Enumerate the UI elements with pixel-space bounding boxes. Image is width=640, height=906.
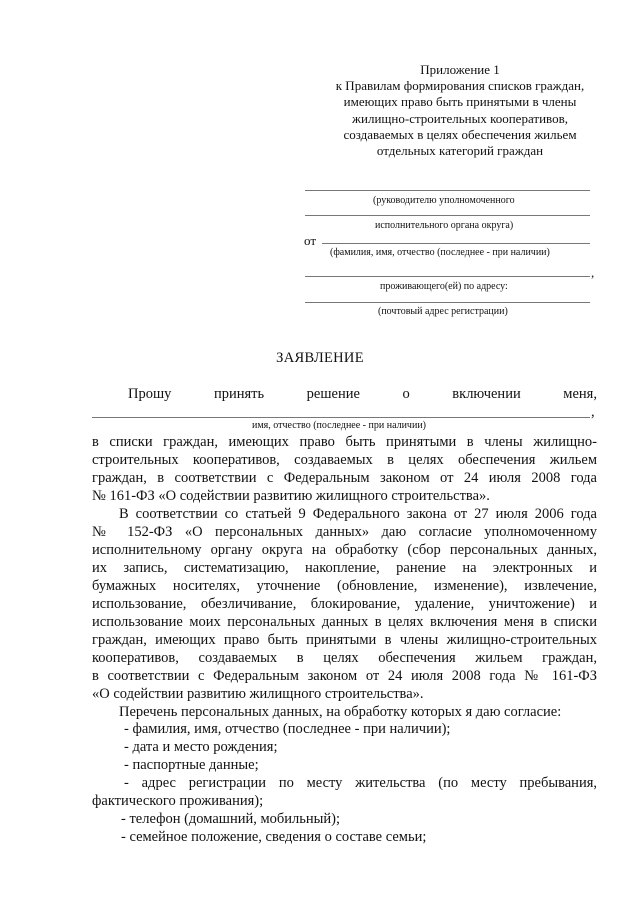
list-item: - паспортные данные;	[124, 757, 259, 773]
request-line	[128, 386, 597, 403]
request-word: решение	[306, 386, 360, 402]
list-item: - дата и место рождения;	[124, 739, 278, 755]
appendix-line: имеющих право быть принятыми в члены	[343, 94, 577, 110]
appendix-block	[300, 62, 620, 159]
p2-line: № 152-ФЗ «О персональных данных» даю согласие уполномоченному	[92, 524, 597, 540]
p2-line: бумажных носителях, уточнение (обновление, изменение), извлечение,	[92, 578, 597, 594]
request-word: Прошу	[128, 386, 172, 402]
p2-line: использование моих персональных данных в целях включения меня в списки	[92, 614, 597, 630]
fio-line	[305, 276, 590, 277]
name-line	[92, 417, 590, 418]
p2-line: кооперативов, создаваемых в целях обеспечения жильем граждан,	[92, 650, 597, 666]
name-comma: ,	[591, 404, 595, 420]
p1-line: граждан, в соответствии с Федеральным законом от 24 июля 2008 года	[92, 470, 597, 486]
address-line	[305, 302, 590, 303]
request-word: меня,	[563, 386, 597, 402]
p2-line: использование, обезличивание, блокирование, удаление, уничтожение) и	[92, 596, 597, 612]
list-item: - телефон (домашний, мобильный);	[121, 811, 341, 827]
list-item: - фамилия, имя, отчество (последнее - при наличии);	[124, 721, 451, 737]
request-word: о	[402, 386, 410, 402]
p2-line: В соответствии со статьей 9 Федерального закона от 27 июля 2006 года	[119, 506, 597, 522]
p2-line: их запись, систематизацию, накопление, ранение на электронных и	[92, 560, 597, 576]
addressee-line-2	[305, 215, 590, 216]
appendix-line: отдельных категорий граждан	[376, 143, 544, 159]
from-label: от	[304, 233, 317, 248]
hint-postal: (почтовый адрес регистрации)	[378, 306, 508, 317]
p2-line: в соответствии с Федеральным законом от 24 июля 2008 года № 161-ФЗ	[92, 668, 597, 684]
hint-head: (руководителю уполномоченного	[373, 195, 515, 206]
appendix-line: жилищно-строительных кооперативов,	[352, 110, 568, 126]
addressee-line	[305, 190, 590, 191]
appendix-line: создаваемых в целях обеспечения жильем	[343, 126, 577, 142]
request-word: принять	[213, 386, 265, 402]
p1-line: в списки граждан, имеющих право быть принятыми в члены жилищно-	[92, 434, 597, 450]
hint-residing: проживающего(ей) по адресу:	[380, 281, 508, 292]
name-hint: имя, отчество (последнее - при наличии)	[252, 420, 426, 431]
appendix-line: к Правилам формирования списков граждан,	[335, 78, 585, 94]
appendix-title: Приложение 1	[420, 62, 500, 77]
hint-fio: (фамилия, имя, отчество (последнее - при наличии)	[330, 247, 550, 258]
list-item: - адрес регистрации по месту жительства (по месту пребывания,	[124, 775, 597, 791]
p3-line: Перечень персональных данных, на обработку которых я даю согласие:	[119, 704, 562, 720]
comma: ,	[591, 265, 595, 280]
list-item: - семейное положение, сведения о составе семьи;	[121, 829, 427, 845]
p1-line: строительных кооперативов, создаваемых в целях обеспечения жильем	[92, 452, 597, 468]
p2-line: исполнительному органу округа на обработку (сбор персональных данных,	[92, 542, 597, 558]
p1-line: № 161-ФЗ «О содействии развитию жилищного строительства».	[92, 488, 490, 504]
from-line	[322, 243, 590, 244]
list-item-continuation: фактического проживания);	[92, 793, 264, 809]
p2-line: «О содействии развитию жилищного строительства».	[92, 686, 424, 702]
p2-line: граждан, имеющих право быть принятыми в члены жилищно-строительных	[92, 632, 597, 648]
hint-organ: исполнительного органа округа)	[375, 220, 514, 231]
request-word: включении	[452, 386, 521, 402]
document-title: ЗАЯВЛЕНИЕ	[276, 350, 364, 366]
